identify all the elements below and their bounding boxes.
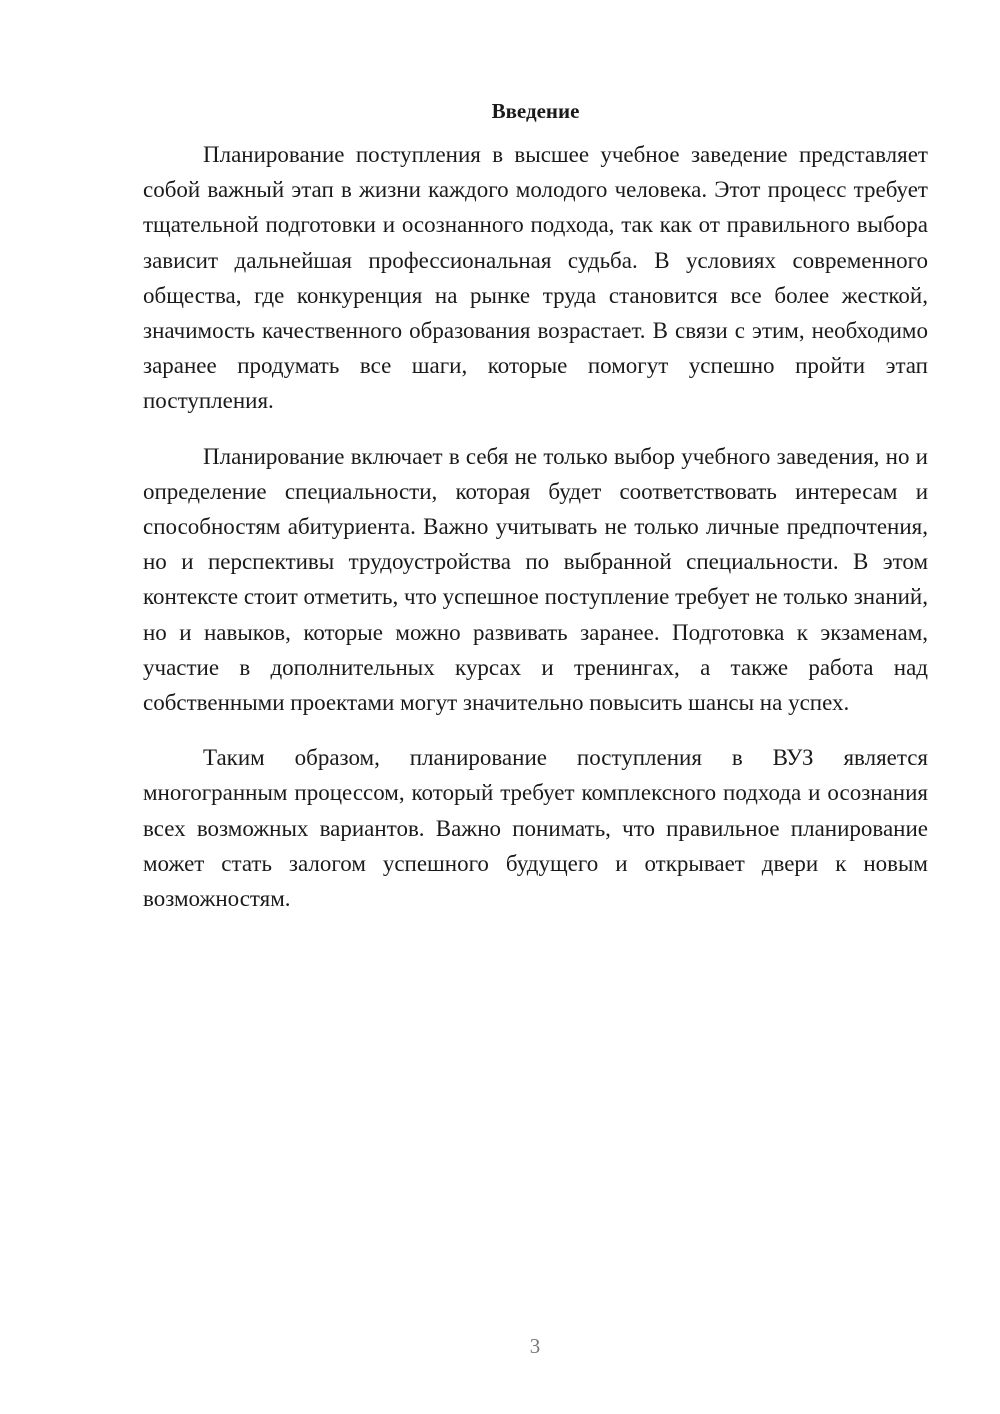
paragraph-1: Планирование поступления в высшее учебное заведение представляет собой важный этап в жизни каждого молодого человека. Этот процесс требует тщательной подготовки и осознанного подхода, так как от правильного выбора зависит дальнейшая профессиональная судьба. В условиях современного общества, где конкуренция на рынке труда становится все более жесткой, значимость качественного образования возрастает. В связи с этим, необходимо заранее продумать все шаги, которые помогут успешно пройти этап поступления. bbox=[143, 142, 928, 414]
paragraph-3: Таким образом, планирование поступления в ВУЗ является многогранным процессом, который требует комплексного подхода и осознания всех возможных вариантов. Важно понимать, что правильное планирование может стать залогом успешного будущего и открывает двери к новым возможностям. bbox=[143, 745, 928, 912]
page-number: 3 bbox=[529, 1334, 541, 1358]
section-title: Введение bbox=[491, 99, 580, 123]
paragraph-2: Планирование включает в себя не только выбор учебного заведения, но и определение специальности, которая будет соответствовать интересам и способностям абитуриента. Важно учитывать не только личные предпочтения, но и перспективы трудоустройства по выбранной специальности. В этом контексте стоит отметить, что успешное поступление требует не только знаний, но и навыков, которые можно развивать заранее. Подготовка к экзаменам, участие в дополнительных курсах и тренингах, а также работа над собственными проектами могут значительно повысить шансы на успех. bbox=[143, 443, 928, 716]
page-content bbox=[143, 96, 928, 936]
